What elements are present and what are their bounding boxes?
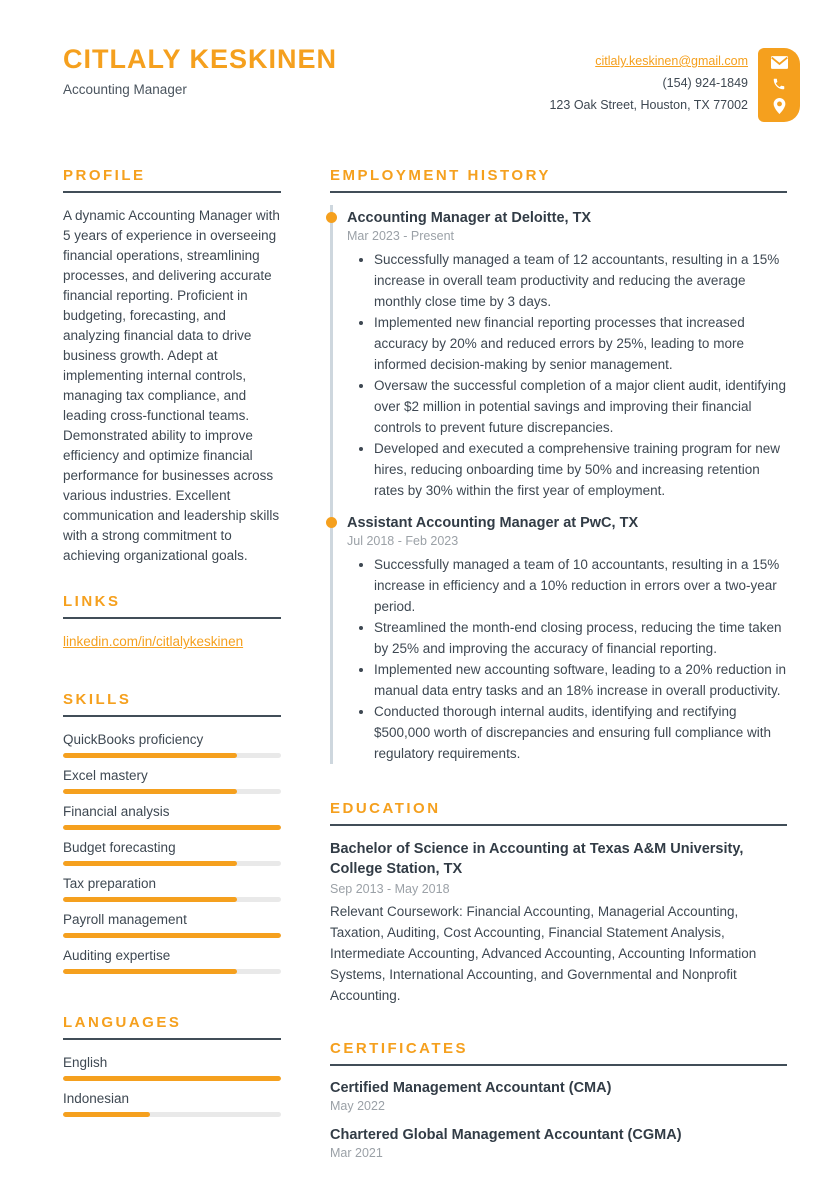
skill-bar-track — [63, 825, 281, 830]
language-bar-track — [63, 1076, 281, 1081]
education-dates: Sep 2013 - May 2018 — [330, 882, 450, 897]
timeline-dot — [326, 212, 337, 223]
education-heading: EDUCATION — [330, 800, 787, 826]
skill-bar-fill — [63, 861, 237, 866]
skills-list — [63, 732, 281, 974]
email-icon — [771, 56, 788, 69]
contact-phone-line: (154) 924-1849 — [662, 76, 748, 90]
skill-item — [63, 732, 281, 758]
skill-bar-fill — [63, 897, 237, 902]
bullet-item: • Conducted thorough internal audits, identifying and rectifying $500,000 worth of discrepancies and ensuring full compliance with regulatory requirements. — [374, 701, 787, 764]
certificate-entry — [330, 1127, 787, 1160]
skill-label: QuickBooks proficiency — [63, 732, 204, 747]
skill-bar-track — [63, 789, 281, 794]
linkedin-link[interactable]: linkedin.com/in/citlalykeskinen — [63, 634, 244, 649]
skill-item — [63, 876, 281, 902]
skill-bar-track — [63, 969, 281, 974]
skill-bar-track — [63, 861, 281, 866]
job-entry — [347, 510, 787, 764]
language-item — [63, 1091, 281, 1117]
certificates-section — [330, 1040, 787, 1160]
certificate-title: Chartered Global Management Accountant (CGMA) — [330, 1127, 682, 1144]
language-label: English — [63, 1055, 108, 1070]
language-bar-fill — [63, 1076, 281, 1081]
content-columns — [0, 167, 833, 1160]
skills-heading: SKILLS — [63, 691, 281, 717]
skill-item — [63, 768, 281, 794]
skill-item — [63, 948, 281, 974]
right-column — [330, 167, 787, 1160]
phone-icon — [772, 77, 786, 91]
skills-section — [63, 691, 281, 974]
job-bullet-list — [347, 249, 787, 501]
links-heading: LINKS — [63, 593, 281, 619]
job-entry — [347, 205, 787, 501]
language-label: Indonesian — [63, 1091, 130, 1106]
employment-section — [330, 167, 787, 764]
language-item — [63, 1055, 281, 1081]
skill-bar-fill — [63, 789, 237, 794]
employment-timeline — [330, 205, 787, 764]
languages-list — [63, 1055, 281, 1117]
bullet-item: • Developed and executed a comprehensive training program for new hires, reducing onboarding time by 50% and increasing retention rates by 30% within the first year of employment. — [374, 438, 787, 501]
skill-bar-track — [63, 753, 281, 758]
contact-lines — [549, 48, 748, 116]
contact-icon-panel — [758, 48, 800, 122]
skill-label: Tax preparation — [63, 876, 157, 891]
header — [0, 0, 833, 121]
location-icon — [773, 98, 786, 114]
bullet-item: • Implemented new financial reporting processes that increased accuracy by 20% and reduced errors by 25%, leading to more informed decision-making by senior management. — [374, 312, 787, 375]
certificate-dates: May 2022 — [330, 1099, 385, 1114]
language-bar-track — [63, 1112, 281, 1117]
skill-bar-fill — [63, 825, 281, 830]
education-description: Relevant Coursework: Financial Accounting, Managerial Accounting, Taxation, Auditing, Cost Accounting, Financial Statement Analysis, Intermediate Accounting, Advanced Accounting, Accounting Information Systems, International Accounting, and Governmental and Nonprofit Accounting. — [330, 904, 757, 1004]
education-entry — [330, 840, 787, 1006]
skill-item — [63, 804, 281, 830]
profile-text: A dynamic Accounting Manager with 5 years of experience in overseeing financial operations, streamlining processes, and delivering accurate financial reporting. Proficient in budgeting, forecasting, and analyzing financial data to drive business growth. Adept at implementing internal controls, managing tax compliance, and leading cross-functional teams. Demonstrated ability to improve efficiency and optimize financial performance for businesses across various industries. Excellent communication and leadership skills with a strong commitment to achieving organizational goals. — [63, 208, 280, 563]
skill-label: Payroll management — [63, 912, 187, 927]
job-title: Assistant Accounting Manager at PwC, TX — [347, 515, 639, 531]
skill-item — [63, 840, 281, 866]
skill-bar-fill — [63, 933, 281, 938]
skill-bar-track — [63, 933, 281, 938]
skill-label: Auditing expertise — [63, 948, 171, 963]
profile-section — [63, 167, 281, 566]
job-bullet-list — [347, 554, 787, 764]
contact-email-line — [549, 50, 748, 72]
contact-address-line: 123 Oak Street, Houston, TX 77002 — [549, 98, 748, 112]
job-dates: Jul 2018 - Feb 2023 — [347, 534, 459, 548]
skill-label: Excel mastery — [63, 768, 148, 783]
person-name: CITLALY KESKINEN — [63, 44, 338, 74]
skill-bar-fill — [63, 969, 237, 974]
languages-section — [63, 1014, 281, 1117]
email-link[interactable]: citlaly.keskinen@gmail.com — [595, 54, 748, 68]
person-job-title: Accounting Manager — [63, 82, 187, 97]
job-dates: Mar 2023 - Present — [347, 229, 454, 243]
language-bar-fill — [63, 1112, 150, 1117]
bullet-item: • Implemented new accounting software, leading to a 20% reduction in manual data entry tasks and an 18% increase in overall productivity. — [374, 659, 787, 701]
job-title: Accounting Manager at Deloitte, TX — [347, 210, 592, 226]
bullet-item: • Successfully managed a team of 12 accountants, resulting in a 15% increase in overall team productivity and reducing the average monthly close time by 3 days. — [374, 249, 787, 312]
contact-block — [549, 48, 800, 122]
links-section — [63, 593, 281, 651]
certificate-entry — [330, 1080, 787, 1113]
skill-item — [63, 912, 281, 938]
skill-label: Budget forecasting — [63, 840, 176, 855]
certificate-title: Certified Management Accountant (CMA) — [330, 1080, 612, 1097]
education-title: Bachelor of Science in Accounting at Texas A&M University, College Station, TX — [330, 841, 744, 877]
bullet-item: • Oversaw the successful completion of a major client audit, identifying over $2 million in potential savings and improving their financial controls to prevent future discrepancies. — [374, 375, 787, 438]
skill-bar-track — [63, 897, 281, 902]
timeline-dot — [326, 517, 337, 528]
left-column — [63, 167, 281, 1160]
skill-label: Financial analysis — [63, 804, 170, 819]
languages-heading: LANGUAGES — [63, 1014, 281, 1040]
bullet-item: • Streamlined the month-end closing process, reducing the time taken by 25% and improving the accuracy of financial reporting. — [374, 617, 787, 659]
bullet-item: • Successfully managed a team of 10 accountants, resulting in a 15% increase in efficiency and a 10% reduction in errors over a two-year period. — [374, 554, 787, 617]
skill-bar-fill — [63, 753, 237, 758]
employment-heading: EMPLOYMENT HISTORY — [330, 167, 787, 193]
certificate-dates: Mar 2021 — [330, 1146, 383, 1161]
education-section — [330, 800, 787, 1006]
certificates-heading: CERTIFICATES — [330, 1040, 787, 1066]
profile-heading: PROFILE — [63, 167, 281, 193]
